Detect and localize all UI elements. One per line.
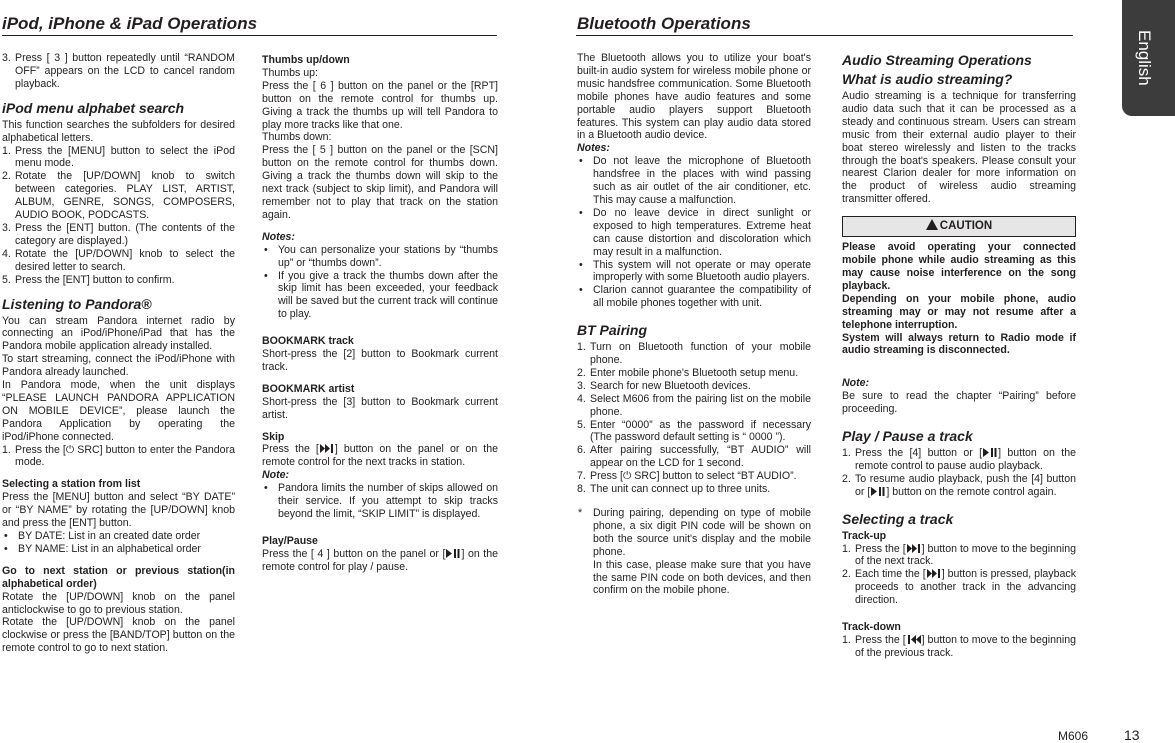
- track-up-title: Track-up: [842, 529, 887, 542]
- list-item: 5. Enter “0000” as the password if necessary (The password default setting is “ 0000 ”).: [577, 418, 811, 444]
- list-item: 3. Press the [ENT] button. (The contents of the category are displayed.): [2, 221, 235, 247]
- pandora-paragraph: To start streaming, connect the iPod/iPhone with Pandora already launched.: [2, 353, 235, 379]
- notes-title: Notes:: [262, 230, 295, 243]
- streaming-note-text: Be sure to read the chapter “Pairing” before proceeding.: [842, 390, 1076, 416]
- language-tab-label: English: [1135, 30, 1154, 86]
- list-item: 2. Each time the [ ] button is pressed, playback proceeds to another track in the advancing direction.: [842, 568, 1076, 607]
- column-audio-streaming: [842, 52, 1076, 660]
- caution-text: System will always return to Radio mode if audio streaming is disconnected.: [842, 331, 1076, 357]
- play-pause-icon: [445, 549, 461, 558]
- goto-station-title: Go to next station or previous station(in alphabetical order): [2, 564, 235, 590]
- right-section-header: Bluetooth Operations: [577, 14, 751, 33]
- thumbs-down-text: Press the [ 5 ] button on the panel or the [SCN] button on the remote control for thumbs down. Giving a track the thumbs down will skip to the next track (subject to skip limit), and Pandora will remember not to play that track on the station again.: [262, 144, 498, 221]
- streaming-question: What is audio streaming?: [842, 71, 1013, 87]
- skip-notes: [262, 482, 498, 521]
- list-item: 5. Press the [ENT] button to confirm.: [2, 273, 175, 286]
- bt-notes: [577, 155, 811, 310]
- track-down-steps: [842, 634, 1076, 660]
- list-item: • Do not leave the microphone of Bluetooth handsfree in the places with wind passing such as air outlet of the air conditioner, etc. This may cause a malfunction.: [577, 155, 811, 207]
- random-step: [2, 52, 235, 91]
- column-bluetooth: [577, 52, 811, 597]
- bookmark-track-text: Short-press the [2] button to Bookmark current track.: [262, 348, 498, 373]
- right-header-rule: [576, 35, 1073, 36]
- column-ipod-basics: [2, 52, 235, 655]
- list-item: • BY DATE: List in an created date order: [2, 530, 235, 543]
- page-number: 13: [1124, 727, 1140, 743]
- pairing-footnote: [577, 507, 811, 597]
- station-list-bullets: [2, 530, 235, 556]
- play-pause-steps: [842, 447, 1076, 499]
- next-track-icon: [319, 444, 335, 453]
- list-item: 3. Press [ 3 ] button repeatedly until “RANDOM OFF” appears on the LCD to cancel random playback.: [2, 52, 235, 90]
- play-pause-track-title: Play / Pause a track: [842, 428, 973, 445]
- caution-banner: CAUTION: [842, 216, 1076, 237]
- list-item: • If you give a track the thumbs down after the skip limit has been exceeded, your feedback will be saved but the current track will continue to play.: [262, 270, 498, 322]
- list-item: 7. Press [⏻ SRC] button to select “BT AUDIO”.: [577, 470, 797, 483]
- list-item: 1. Press the [ ] button to move to the beginning of the previous track.: [842, 634, 1076, 659]
- thumbs-up-text: Press the [ 6 ] button on the panel or the [RPT] button on the remote control for thumbs up. Giving a track the thumbs up will tell Pandora to play more tracks like that one.: [262, 79, 498, 131]
- play-pause-text: Press the [ 4 ] button on the panel or [ ] on the remote control for play / pause.: [262, 547, 499, 573]
- goto-station-text: Rotate the [UP/DOWN] knob on the panel anticlockwise to go to previous station.: [2, 590, 235, 616]
- pandora-notes: [262, 244, 498, 321]
- bookmark-artist-title: BOOKMARK artist: [262, 382, 355, 395]
- caution-text: Depending on your mobile phone, audio streaming may or may not resume after a telephone interruption.: [842, 292, 1076, 331]
- selecting-track-title: Selecting a track: [842, 510, 954, 527]
- warning-icon: [926, 219, 938, 230]
- column-pandora-controls: [262, 54, 498, 574]
- previous-track-icon: [906, 635, 922, 644]
- list-item: 3. Search for new Bluetooth devices.: [577, 379, 751, 392]
- list-item: • You can personalize your stations by “thumbs up” or “thumbs down”.: [262, 244, 498, 270]
- station-list-text: Press the [MENU] button and select “BY DATE” or “BY NAME” by rotating the [UP/DOWN] knob and press the [ENT] button.: [2, 491, 235, 530]
- skip-title: Skip: [262, 430, 285, 443]
- bookmark-artist-text: Short-press the [3] button to Bookmark current artist.: [262, 395, 498, 421]
- caution-text: Please avoid operating your connected mobile phone while audio streaming as this may cause noise interference on the song playback.: [842, 241, 1076, 292]
- list-item: • Do no leave device in direct sunlight or exposed to high temperatures. Extreme heat can cause distortion and discoloration which may result in a malfunction.: [577, 207, 811, 259]
- left-header-rule: [2, 35, 497, 36]
- pandora-title: Listening to Pandora®: [2, 295, 152, 312]
- language-tab: [1122, 0, 1175, 116]
- list-item: • BY NAME: List in an alphabetical order: [2, 543, 235, 556]
- list-item: • This system will not operate or may operate improperly with some Bluetooth audio players.: [577, 259, 811, 285]
- streaming-title: Audio Streaming Operations: [842, 52, 1032, 68]
- alphabet-search-title: iPod menu alphabet search: [2, 99, 185, 116]
- alphabet-search-steps: [2, 145, 235, 287]
- list-item: • Pandora limits the number of skips allowed on their service. If you attempt to skip tracks beyond the limit, “SKIP LIMIT” is displayed.: [262, 482, 498, 521]
- next-track-icon: [926, 569, 942, 578]
- bluetooth-intro: The Bluetooth allows you to utilize your boat's built-in audio system for wireless mobile phone or music handsfree communication. Some Bluetooth mobile phones have audio features and some portable audio players support Bluetooth features. This system can play audio data stored in a Bluetooth audio device.: [577, 52, 811, 142]
- list-item: 8. The unit can connect up to three units.: [577, 483, 771, 496]
- bookmark-track-title: BOOKMARK track: [262, 335, 354, 348]
- thumbs-up-label: Thumbs up:: [262, 66, 318, 79]
- streaming-text: Audio streaming is a technique for transferring audio data such that it can be processed as a steady and continuous stream. Users can stream music from their external audio player to their boat stereo wirelessly and listen to the tracks through the boat's speakers. Please consult your nearest Clarion dealer for more information on the product of wireless audio streaming transmitter offered.: [842, 90, 1076, 206]
- list-item: * During pairing, depending on type of mobile phone, a six digit PIN code will be shown on both the source unit's display and the mobile phone. In this case, please make sure that you have the same PIN code on both devices, and then confirm on the mobile phone.: [577, 507, 811, 597]
- skip-note-title: Note:: [262, 469, 290, 482]
- list-item: 1. Press the [4] button or [ ] button on the remote control to pause audio playback.: [842, 447, 1076, 472]
- list-item: 2. Enter mobile phone's Bluetooth setup menu.: [577, 366, 799, 379]
- alphabet-search-intro: This function searches the subfolders for desired alphabetical letters.: [2, 118, 235, 144]
- list-item: • Clarion cannot guarantee the compatibility of all mobile phones together with unit.: [577, 284, 811, 310]
- play-pause-icon: [870, 487, 886, 496]
- track-up-steps: [842, 543, 1076, 608]
- model-number: M606: [1058, 729, 1089, 743]
- bt-pairing-steps: [577, 341, 811, 496]
- list-item: 4. Select M606 from the pairing list on the mobile phone.: [577, 392, 811, 418]
- station-list-title: Selecting a station from list: [2, 478, 141, 491]
- thumbs-title: Thumbs up/down: [262, 54, 350, 66]
- list-item: 2. To resume audio playback, push the [4] button or [ ] button on the remote control again.: [842, 472, 1076, 498]
- track-down-title: Track-down: [842, 621, 901, 634]
- next-track-icon: [906, 544, 922, 553]
- goto-station-text: Rotate the [UP/DOWN] knob on the panel clockwise or press the [BAND/TOP] button on the remote control to go to next station.: [2, 616, 235, 655]
- pandora-paragraph: In Pandora mode, when the unit displays “PLEASE LAUNCH PANDORA APPLICATION ON MOBILE DEVICE”, please launch the Pandora Application by operating the iPod/iPhone connected.: [2, 379, 235, 443]
- bt-notes-title: Notes:: [577, 142, 610, 155]
- list-item: 1. Turn on Bluetooth function of your mobile phone.: [577, 341, 811, 367]
- list-item: 2. Rotate the [UP/DOWN] knob to switch between categories. PLAY LIST, ARTIST, ALBUM, GENRE, SONGS, COMPOSERS, AUDIO BOOK, PODCASTS.: [2, 170, 235, 222]
- list-item: 4. Rotate the [UP/DOWN] knob to select the desired letter to search.: [2, 247, 235, 273]
- pandora-steps: [2, 444, 235, 470]
- pandora-paragraph: You can stream Pandora internet radio by connecting an iPod/iPhone/iPad that has the Pandora mobile application already installed.: [2, 314, 235, 353]
- thumbs-down-label: Thumbs down:: [262, 131, 332, 144]
- list-item: 6. After pairing successfully, “BT AUDIO” will appear on the LCD for 1 second.: [577, 444, 811, 470]
- list-item: 1. Press the [MENU] button to select the iPod menu mode.: [2, 144, 235, 170]
- bt-pairing-title: BT Pairing: [577, 322, 648, 339]
- play-pause-icon: [982, 448, 998, 457]
- list-item: 1. Press the [⏻ SRC] button to enter the Pandora mode.: [2, 443, 235, 469]
- play-pause-title: Play/Pause: [262, 534, 318, 547]
- left-section-header: iPod, iPhone & iPad Operations: [2, 14, 258, 33]
- streaming-note-title: Note:: [842, 377, 870, 390]
- skip-text: Press the [ ] button on the panel or on the remote control for the next tracks in station.: [262, 443, 498, 469]
- list-item: 1. Press the [ ] button to move to the beginning of the next track.: [842, 542, 1076, 568]
